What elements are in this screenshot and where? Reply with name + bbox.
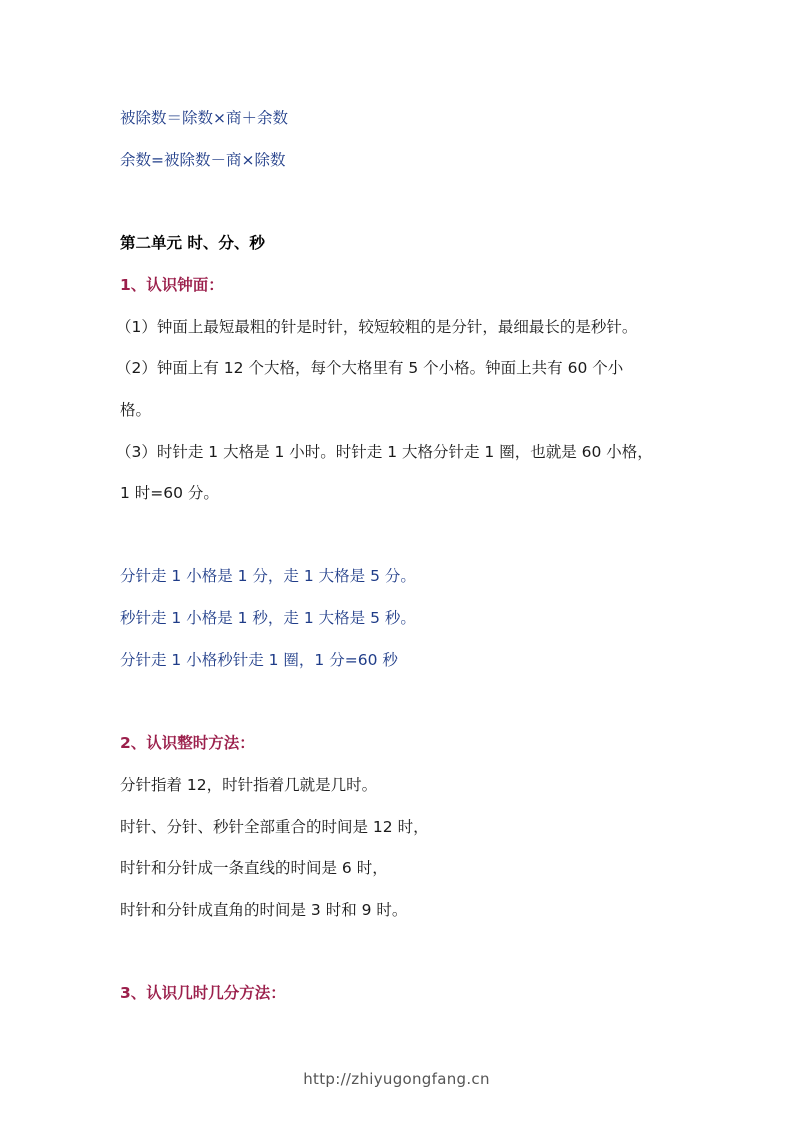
section1-paragraph3-line1: （3）时针走 1 大格是 1 小时。时针走 1 大格分针走 1 圈，也就是 60 小格， xyxy=(116,443,653,461)
formula-remainder: 余数=被除数－商×除数 xyxy=(120,151,286,169)
section2-line3: 时针和分针成一条直线的时间是 6 时， xyxy=(120,859,388,877)
section1-heading: 1、认识钟面： xyxy=(120,276,224,294)
section1-paragraph2-line1: （2）钟面上有 12 个大格，每个大格里有 5 个小格。钟面上共有 60 个小 xyxy=(116,359,624,377)
section1-paragraph1: （1）钟面上最短最粗的针是时针，较短较粗的是分针，最细最长的是秒针。 xyxy=(116,318,638,336)
section2-line1: 分针指着 12，时针指着几就是几时。 xyxy=(120,776,378,794)
section3-heading: 3、认识几时几分方法： xyxy=(120,984,286,1002)
section2-heading: 2、认识整时方法： xyxy=(120,734,255,752)
formula-dividend: 被除数＝除数×商＋余数 xyxy=(120,109,288,127)
footer-url: http://zhiyugongfang.cn xyxy=(303,1070,490,1088)
section2-line2: 时针、分针、秒针全部重合的时间是 12 时， xyxy=(120,818,429,836)
highlight-minute-second: 分针走 1 小格秒针走 1 圈，1 分=60 秒 xyxy=(120,651,398,669)
highlight-minute-hand: 分针走 1 小格是 1 分，走 1 大格是 5 分。 xyxy=(120,567,416,585)
unit-title: 第二单元 时、分、秒 xyxy=(120,234,265,252)
section1-paragraph3-line2: 1 时=60 分。 xyxy=(120,484,219,502)
highlight-second-hand: 秒针走 1 小格是 1 秒，走 1 大格是 5 秒。 xyxy=(120,609,416,627)
section1-paragraph2-line2: 格。 xyxy=(120,401,152,419)
section2-line4: 时针和分针成直角的时间是 3 时和 9 时。 xyxy=(120,901,408,919)
